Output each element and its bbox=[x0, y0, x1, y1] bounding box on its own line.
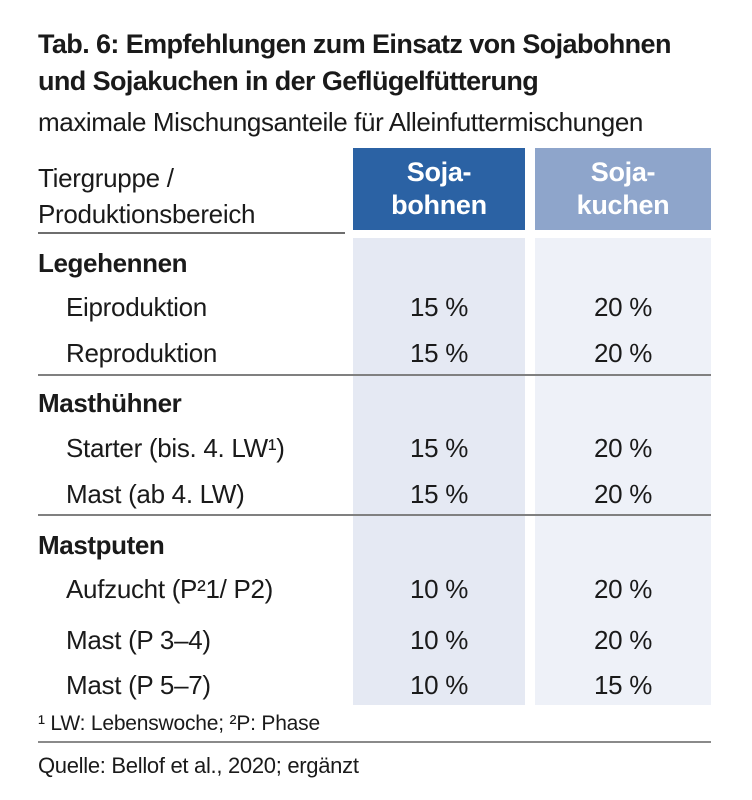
sojabohnen-value: 10 % bbox=[409, 625, 469, 655]
column-header-sojabohnen-line1: Soja- bbox=[406, 157, 472, 187]
sojakuchen-value: 20 % bbox=[593, 338, 653, 368]
sojakuchen-value: 20 % bbox=[593, 479, 653, 509]
row-label: Starter (bis. 4. LW¹) bbox=[66, 433, 285, 463]
table-row-mast-p3-4 bbox=[38, 625, 711, 655]
row-header-line2: Produktionsbereich bbox=[38, 199, 256, 229]
table-row-starter bbox=[38, 433, 711, 463]
column-header-sojakuchen-line2: kuchen bbox=[576, 190, 670, 220]
row-label: Mast (P 5–7) bbox=[66, 670, 211, 700]
sojakuchen-value: 15 % bbox=[593, 670, 653, 700]
row-label: Mast (ab 4. LW) bbox=[66, 479, 245, 509]
row-label: Aufzucht (P²1/ P2) bbox=[66, 574, 274, 604]
footnote: ¹ LW: Lebenswoche; ²P: Phase bbox=[38, 712, 320, 735]
table-row-mast-p5-7 bbox=[38, 670, 711, 700]
section-header-mastputen bbox=[38, 530, 711, 560]
source-line: Quelle: Bellof et al., 2020; ergänzt bbox=[38, 753, 359, 778]
sojabohnen-value: 15 % bbox=[409, 433, 469, 463]
column-header-sojakuchen bbox=[535, 148, 711, 230]
row-header-line1: Tiergruppe / bbox=[38, 163, 174, 193]
sojakuchen-value: 20 % bbox=[593, 574, 653, 604]
sojakuchen-value: 20 % bbox=[593, 625, 653, 655]
section-header-label: Masthühner bbox=[38, 388, 182, 418]
section-header-label: Mastputen bbox=[38, 530, 165, 560]
section-divider bbox=[38, 514, 711, 516]
row-header bbox=[38, 160, 255, 232]
sojabohnen-value: 15 % bbox=[409, 479, 469, 509]
header-rule bbox=[38, 232, 345, 234]
footnote-rule bbox=[38, 741, 711, 743]
column-header-sojabohnen bbox=[353, 148, 525, 230]
table-title-line2: und Sojakuchen in der Geflügelfütterung bbox=[38, 66, 539, 96]
table-row-eiproduktion bbox=[38, 292, 711, 322]
row-label: Eiproduktion bbox=[66, 292, 207, 322]
table-row-aufzucht bbox=[38, 574, 711, 604]
sojabohnen-value: 15 % bbox=[409, 292, 469, 322]
section-header-legehennen bbox=[38, 248, 711, 278]
section-divider bbox=[38, 374, 711, 376]
sojabohnen-value: 10 % bbox=[409, 670, 469, 700]
sojabohnen-value: 10 % bbox=[409, 574, 469, 604]
table-subtitle: maximale Mischungsanteile für Alleinfuttermischungen bbox=[38, 107, 643, 137]
row-label: Reproduktion bbox=[66, 338, 218, 368]
table-title-line1: Tab. 6: Empfehlungen zum Einsatz von Sojabohnen bbox=[38, 29, 671, 59]
section-header-masthuehner bbox=[38, 388, 711, 418]
column-header-sojakuchen-line1: Soja- bbox=[590, 157, 656, 187]
sojakuchen-value: 20 % bbox=[593, 433, 653, 463]
table-caption bbox=[38, 26, 671, 139]
section-header-label: Legehennen bbox=[38, 248, 188, 278]
row-label: Mast (P 3–4) bbox=[66, 625, 211, 655]
table-row-reproduktion bbox=[38, 338, 711, 368]
table-row-mast-ab-4-lw bbox=[38, 479, 711, 509]
column-header-sojabohnen-line2: bohnen bbox=[391, 190, 487, 220]
sojabohnen-value: 15 % bbox=[409, 338, 469, 368]
sojakuchen-value: 20 % bbox=[593, 292, 653, 322]
